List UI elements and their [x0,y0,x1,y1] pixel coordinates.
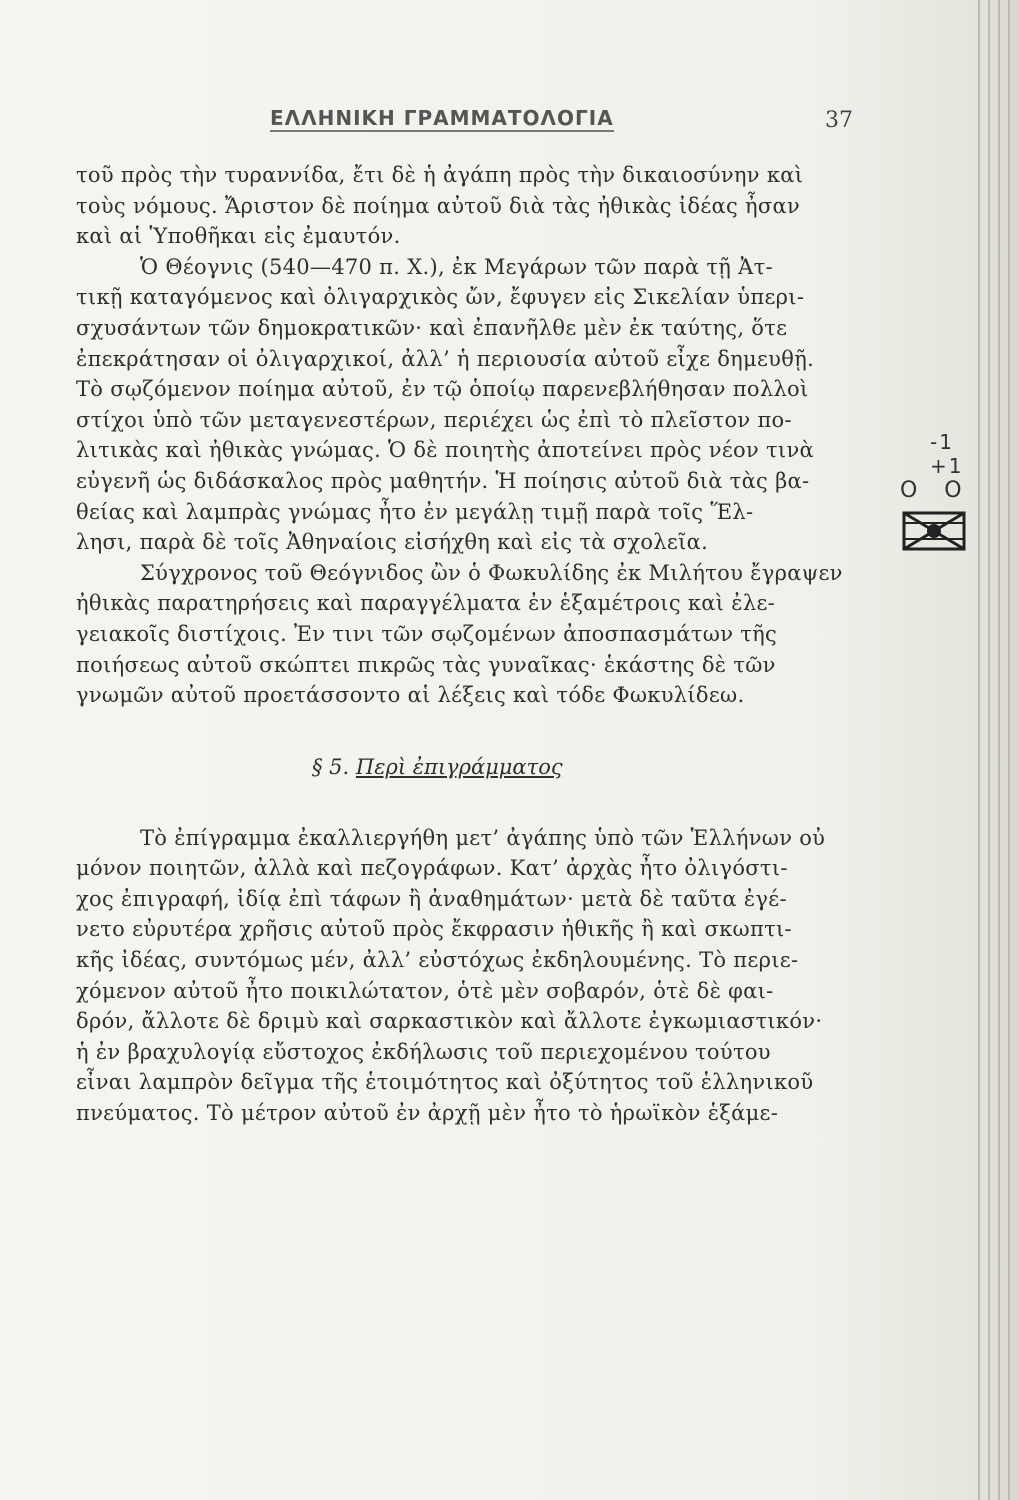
page-edge [978,0,980,1500]
page-edge [988,0,990,1500]
text-line: δρόν, ἄλλοτε δὲ δριμὺ καὶ σαρκαστικὸν καὶ ἄλλοτε ἐγκωμιαστικόν· [76,1009,823,1034]
text-line: Τὸ ἐπίγραμμα ἐκαλλιεργήθη μετ’ ἀγάπης ὑπὸ τῶν Ἑλλήνων οὐ [140,825,826,850]
text-line: τικῇ καταγόμενος καὶ ὀλιγαρχικὸς ὤν, ἔφυγεν εἰς Σικελίαν ὑπερι- [76,285,805,310]
text-line: λιτικὰς καὶ ἠθικὰς γνώμας. Ὁ δὲ ποιητὴς ἀποτείνει πρὸς νέον τινὰ [76,438,815,463]
text-line: πνεύματος. Τὸ μέτρον αὐτοῦ ἐν ἀρχῇ μὲν ἦτο τὸ ἡρωϊκὸν ἑξάμε- [76,1101,779,1126]
section-gap [76,711,856,747]
text-line: γνωμῶν αὐτοῦ προετάσσοντο αἱ λέξεις καὶ τόδε Φωκυλίδεω. [76,683,745,708]
text-line: ἠθικὰς παρατηρήσεις καὶ παραγγέλματα ἐν ἑξαμέτροις καὶ ἐλε- [76,591,776,616]
text-line: κῆς ἰδέας, συντόμως μέν, ἀλλ’ εὐστόχως ἐκδηλουμένης. Τὸ περιε- [76,948,799,973]
text-line: Ὁ Θέογνις (540—470 π. Χ.), ἐκ Μεγάρων τῶν παρὰ τῇ Ἀτ- [140,254,773,279]
page-edge [998,0,1000,1500]
text-line: καὶ αἱ Ὑποθῆκαι εἰς ἐμαυτόν. [76,224,401,249]
page-header [270,100,870,140]
text-line: ποιήσεως αὐτοῦ σκώπτει πικρῶς τὰς γυναῖκας· ἑκάστης δὲ τῶν [76,652,776,677]
text-line: γειακοῖς διστίχοις. Ἐν τινι τῶν σῳζομένων ἀποσπασμάτων τῆς [76,621,778,646]
text-line: ἐπεκράτησαν οἱ ὀλιγαρχικοί, ἀλλ’ ἡ περιουσία αὐτοῦ εἶχε δημευθῇ. [76,346,815,371]
page-edge [1008,0,1010,1500]
text-line: ἡ ἐν βραχυλογίᾳ εὔστοχος ἐκδήλωσις τοῦ περιεχομένου τούτου [76,1039,771,1064]
text-line: στίχοι ὑπὸ τῶν μεταγενεστέρων, περιέχει ὡς ἐπὶ τὸ πλεῖστον πο- [76,407,792,432]
text-line: Σύγχρονος τοῦ Θεόγνιδος ὢν ὁ Φωκυλίδης ἐκ Μιλήτου ἔγραψεν [140,560,843,585]
crossed-box-mark [902,511,980,555]
text-line: εἶναι λαμπρὸν δεῖγμα τῆς ἑτοιμότητος καὶ ὀξύτητος τοῦ ἑλληνικοῦ [76,1070,814,1095]
body-text [76,160,856,1129]
text-line: τοὺς νόμους. Ἄριστον δὲ ποίημα αὐτοῦ διὰ τὰς ἠθικὰς ἰδέας ἦσαν [76,193,801,218]
running-title: ΕΛΛΗΝΙΚΗ ΓΡΑΜΜΑΤΟΛΟΓΙΑ [270,106,614,130]
margin-note: -1 +1 [930,430,964,478]
text-line: τοῦ πρὸς τὴν τυραννίδα, ἔτι δὲ ἡ ἀγάπη πρὸς τὴν δικαιοσύνην καὶ [76,163,804,187]
text-line: χόμενον αὐτοῦ ἦτο ποικιλώτατον, ὁτὲ μὲν σοβαρόν, ὁτὲ δὲ φαι- [76,978,774,1003]
crossed-box-icon [902,511,966,551]
text-line: σχυσάντων τῶν δημοκρατικῶν· καὶ ἐπανῆλθε μὲν ἐκ ταύτης, ὅτε [76,315,788,340]
section-number: § 5. [312,754,350,779]
text-line: θείας καὶ λαμπρὰς γνώμας ἦτο ἐν μεγάλῃ τιμῇ παρὰ τοῖς Ἕλ- [76,499,754,524]
text-line: εὐγενῆ ὡς διδάσκαλος πρὸς μαθητήν. Ἡ ποίησις αὐτοῦ διὰ τὰς βα- [76,468,810,493]
section-heading [76,747,856,787]
page-number: 37 [825,108,853,133]
margin-note: O O [900,478,972,503]
text-line: λησι, παρὰ δὲ τοῖς Ἀθηναίοις εἰσήχθη καὶ εἰς τὰ σχολεῖα. [76,530,709,555]
text-line: Τὸ σῳζόμενον ποίημα αὐτοῦ, ἐν τῷ ὁποίῳ παρενεβλήθησαν πολλοὶ [76,377,809,402]
text-line: μόνον ποιητῶν, ἀλλὰ καὶ πεζογράφων. Κατ’ ἀρχὰς ἦτο ὀλιγόστι- [76,856,788,881]
text-line: χος ἐπιγραφή, ἰδίᾳ ἐπὶ τάφων ἢ ἀναθημάτων· μετὰ δὲ ταῦτα ἐγέ- [76,886,787,911]
margin-notes [890,430,980,555]
section-title: Περὶ ἐπιγράμματος [355,754,563,779]
section-gap [76,787,856,823]
text-line: νετο εὐρυτέρα χρῆσις αὐτοῦ πρὸς ἔκφρασιν ἠθικῆς ἢ καὶ σκωπτι- [76,917,792,942]
